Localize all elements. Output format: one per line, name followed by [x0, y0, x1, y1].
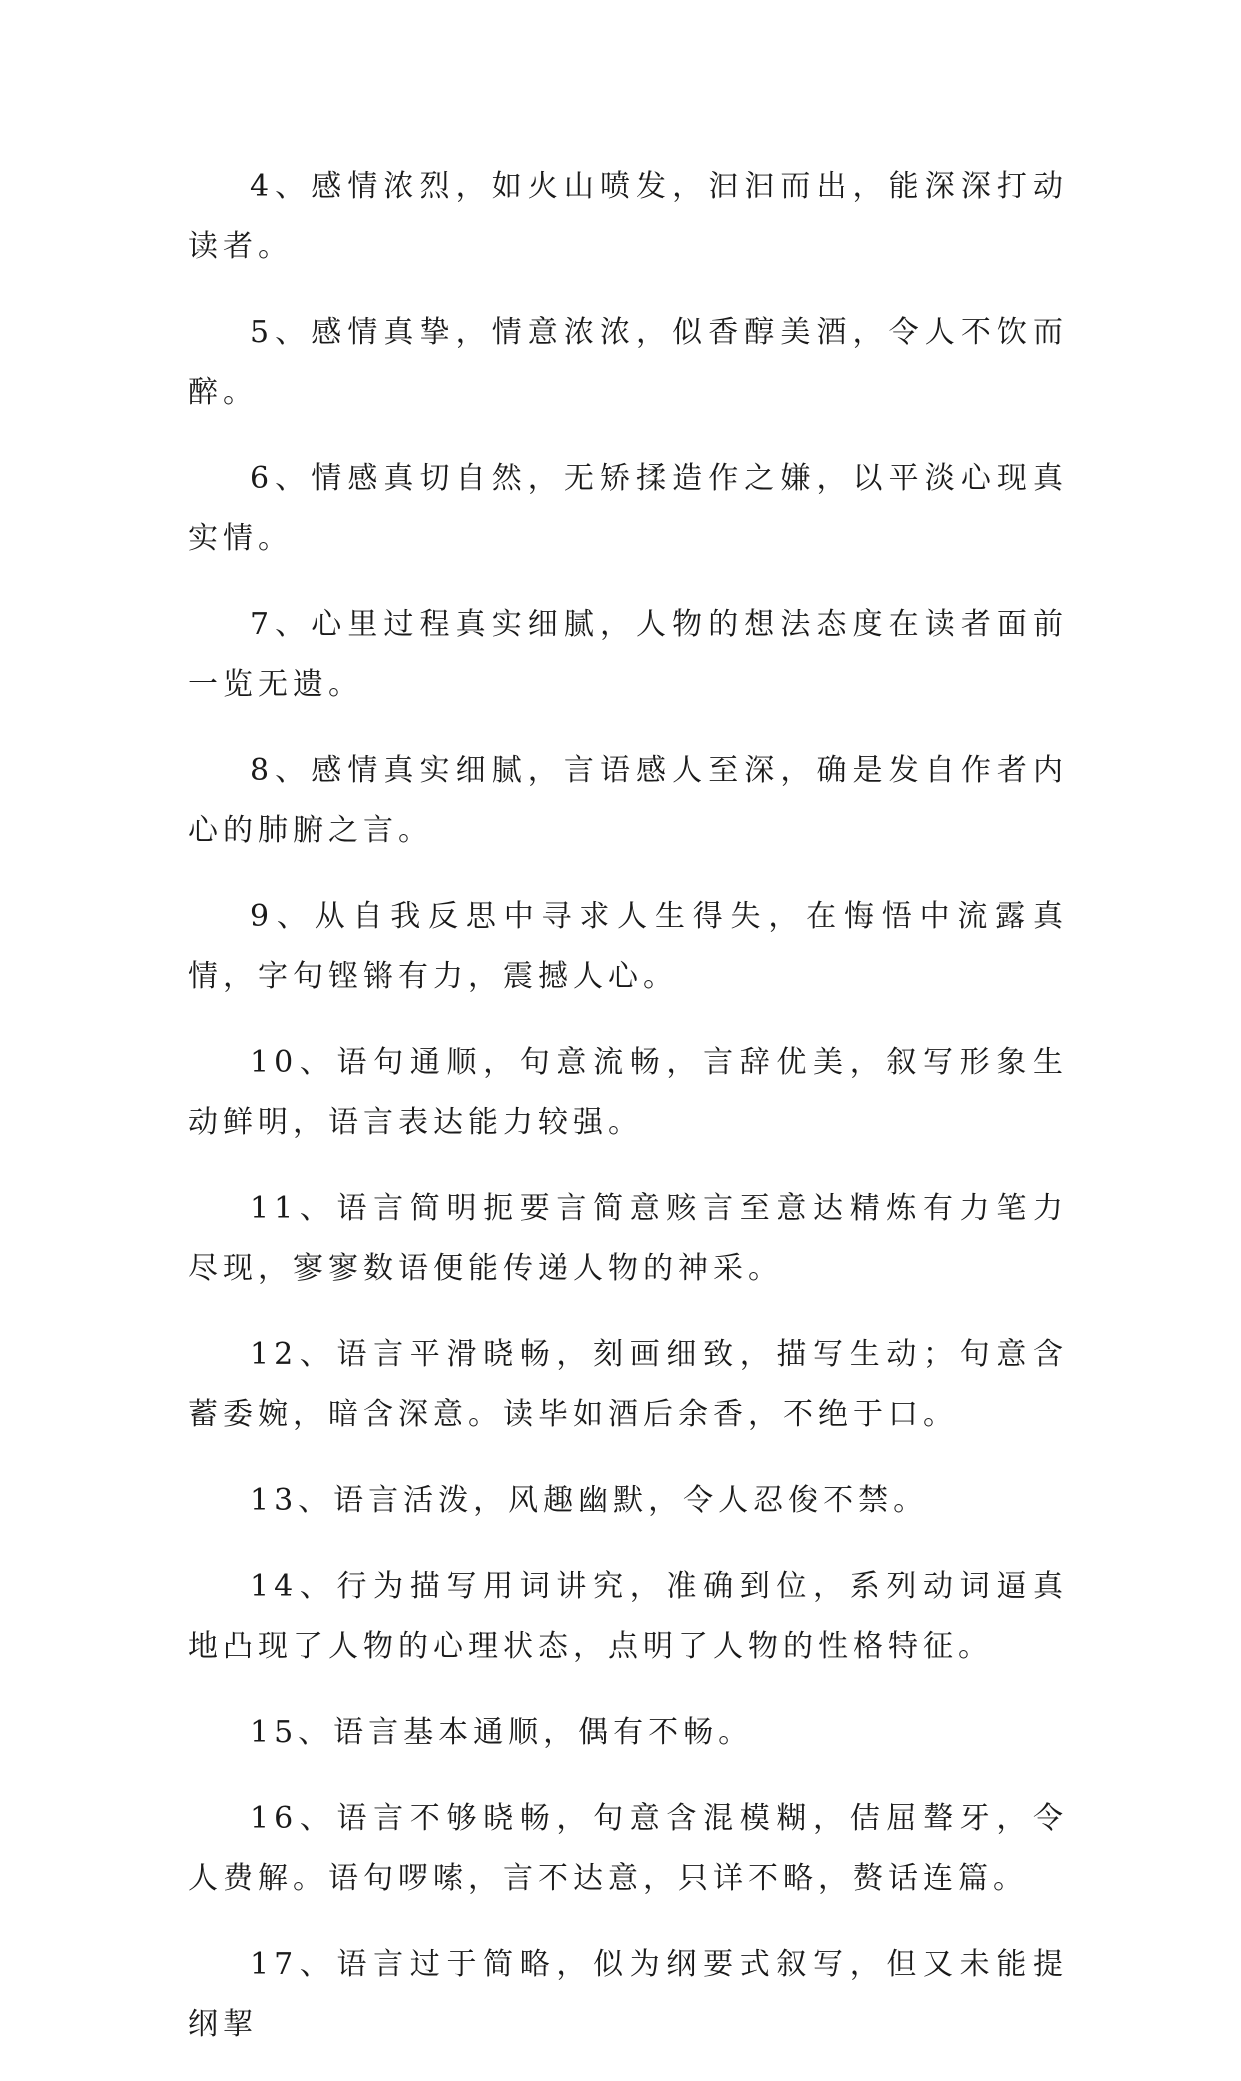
- document-body: [188, 157, 1068, 2081]
- paragraph-14: 14、行为描写用词讲究，准确到位，系列动词逼真地凸现了人物的心理状态，点明了人物的性格特征。: [188, 1569, 1068, 1664]
- paragraph-13: 13、语言活泼，风趣幽默，令人忍俊不禁。: [250, 1483, 929, 1518]
- paragraph-16: 16、语言不够晓畅，句意含混模糊，佶屈聱牙，令人费解。语句啰嗦，言不达意，只详不略，赘话连篇。: [188, 1801, 1068, 1896]
- paragraph-5: 5、感情真挚，情意浓浓，似香醇美酒，令人不饮而醉。: [188, 315, 1068, 410]
- paragraph-8: 8、感情真实细腻，言语感人至深，确是发自作者内心的肺腑之言。: [188, 753, 1068, 848]
- paragraph-10: 10、语句通顺，句意流畅，言辞优美，叙写形象生动鲜明，语言表达能力较强。: [188, 1045, 1068, 1140]
- paragraph-17: 17、语言过于简略，似为纲要式叙写，但又未能提纲挈: [188, 1947, 1068, 2042]
- paragraph-15: 15、语言基本通顺，偶有不畅。: [250, 1715, 754, 1750]
- paragraph-6: 6、情感真切自然，无矫揉造作之嫌，以平淡心现真实情。: [188, 461, 1068, 556]
- paragraph-11: 11、语言简明扼要言简意赅言至意达精炼有力笔力尽现，寥寥数语便能传递人物的神采。: [188, 1191, 1068, 1286]
- paragraph-12: 12、语言平滑晓畅，刻画细致，描写生动；句意含蓄委婉，暗含深意。读毕如酒后余香，不绝于口。: [188, 1337, 1068, 1432]
- paragraph-7: 7、心里过程真实细腻，人物的想法态度在读者面前一览无遗。: [188, 607, 1068, 702]
- paragraph-9: 9、从自我反思中寻求人生得失，在悔悟中流露真情，字句铿锵有力，震撼人心。: [188, 899, 1068, 994]
- paragraph-4: 4、感情浓烈，如火山喷发，汩汩而出，能深深打动读者。: [188, 169, 1068, 264]
